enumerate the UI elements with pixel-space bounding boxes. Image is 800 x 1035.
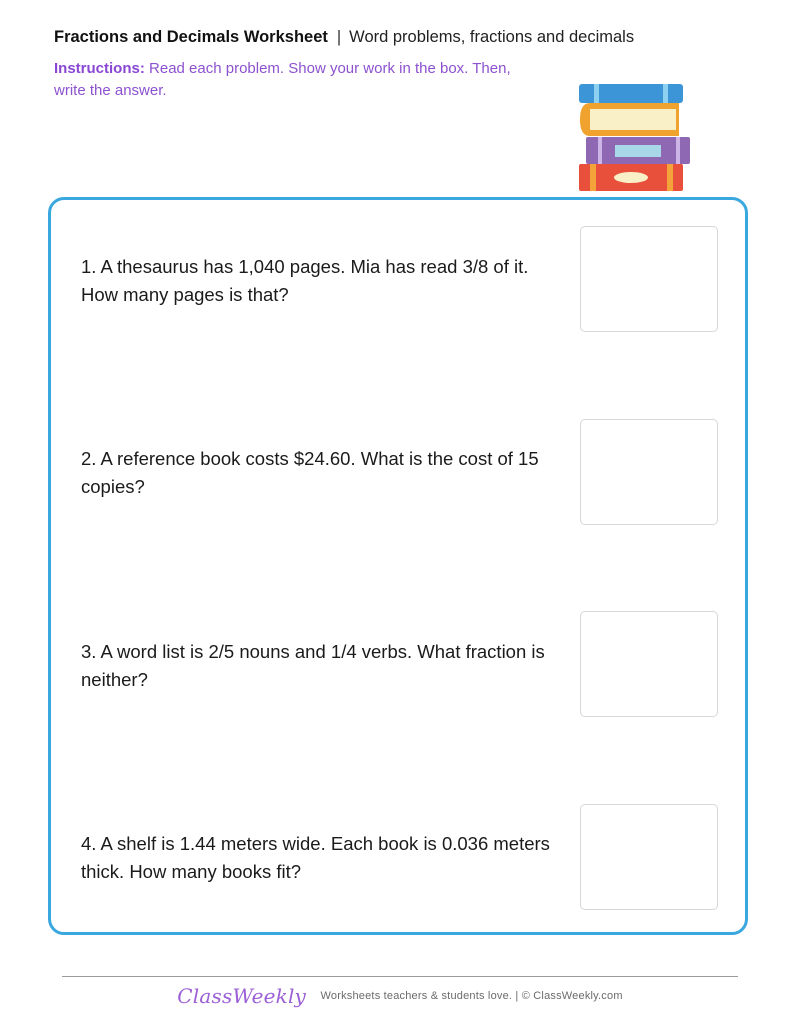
book-stack-icon bbox=[576, 80, 696, 196]
problem-3: 3. A word list is 2/5 nouns and 1/4 verbs. What fraction is neither? bbox=[81, 641, 545, 690]
problem-2: 2. A reference book costs $24.60. What is the cost of 15 copies? bbox=[81, 448, 539, 497]
worksheet-header bbox=[54, 27, 634, 47]
instructions bbox=[54, 58, 534, 102]
answer-box-3[interactable] bbox=[580, 611, 718, 717]
worksheet-subtitle: Word problems, fractions and decimals bbox=[349, 28, 635, 46]
footer bbox=[0, 984, 800, 1008]
answer-box-1[interactable] bbox=[580, 226, 718, 332]
footer-divider bbox=[62, 976, 738, 977]
instructions-label: Instructions: bbox=[54, 60, 145, 77]
worksheet-title: Fractions and Decimals Worksheet bbox=[54, 28, 328, 46]
answer-box-4[interactable] bbox=[580, 804, 718, 910]
footer-tagline: Worksheets teachers & students love. | © ClassWeekly.com bbox=[320, 990, 623, 1002]
answer-box-2[interactable] bbox=[580, 419, 718, 525]
instructions-text: Read each problem. Show your work in the box. Then, write the answer. bbox=[54, 60, 511, 99]
problem-4: 4. A shelf is 1.44 meters wide. Each book is 0.036 meters thick. How many books fit? bbox=[81, 833, 550, 882]
problem-1: 1. A thesaurus has 1,040 pages. Mia has read 3/8 of it. How many pages is that? bbox=[81, 256, 529, 305]
brand-logo: ClassWeekly bbox=[177, 984, 307, 1008]
header-separator: | bbox=[336, 28, 342, 46]
